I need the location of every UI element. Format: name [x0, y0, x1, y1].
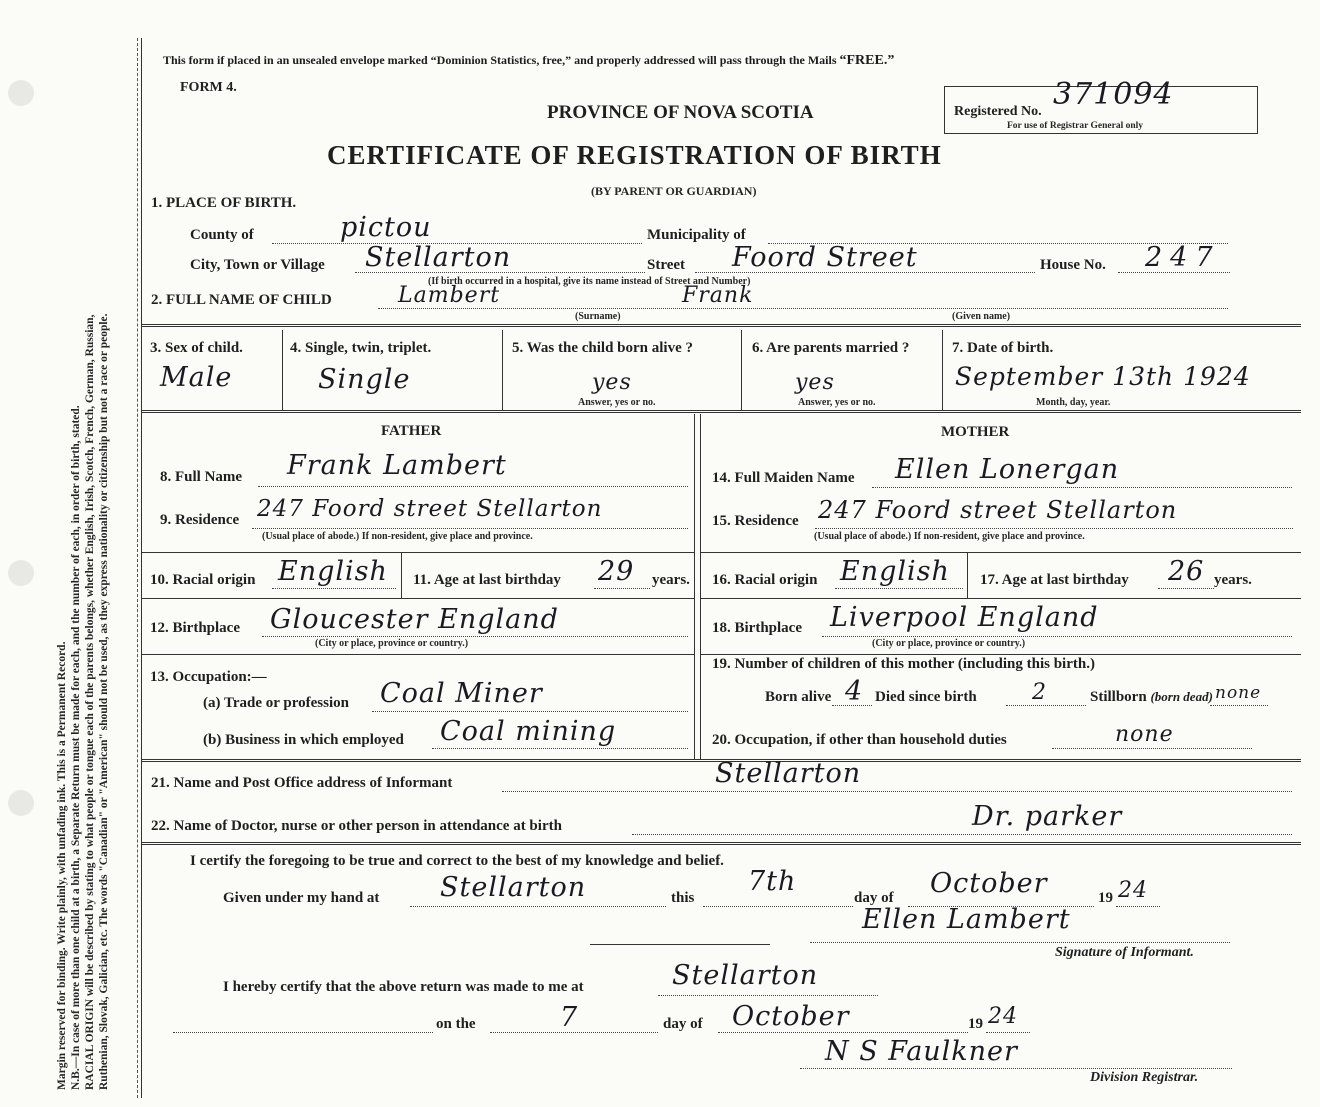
mother-name-value: Ellen Lonergan — [895, 454, 1120, 485]
father-residence-label: 9. Residence — [160, 512, 240, 528]
surname-note: (Surname) — [575, 311, 621, 322]
father-years: years. — [652, 572, 690, 588]
county-value: pictou — [340, 212, 432, 243]
father-name-value: Frank Lambert — [287, 450, 507, 481]
mother-residence-note: (Usual place of abode.) If non-resident, give place and province. — [814, 531, 1085, 542]
on-the-label: on the — [436, 1016, 476, 1032]
month-value: October — [930, 868, 1048, 899]
divider — [502, 330, 503, 410]
sex-value: Male — [160, 362, 233, 393]
divider — [942, 330, 943, 410]
given-place-line — [410, 906, 666, 907]
mother-racial-value: English — [840, 556, 950, 587]
stillborn-line — [1210, 705, 1268, 706]
single-label: 4. Single, twin, triplet. — [290, 340, 432, 356]
father-heading: FATHER — [381, 423, 442, 439]
married-value: yes — [795, 370, 835, 395]
page-subtitle: (BY PARENT OR GUARDIAN) — [591, 184, 757, 198]
child-given: Frank — [682, 283, 754, 308]
margin-line: Ruthenian, Slovak, Galician, etc. The words "Canadian" or "American" should not be used, as they express nationality or citizenship but not a race or people. — [98, 313, 110, 1090]
father-residence-value: 247 Foord street Stellarton — [257, 496, 603, 522]
registrar-note: For use of Registrar General only — [1007, 121, 1144, 131]
registered-box — [944, 77, 1258, 134]
given-place-value: Stellarton — [440, 872, 587, 903]
street-label: Street — [647, 257, 686, 273]
reg-year-prefix: 19 — [968, 1016, 983, 1032]
registrar-label: Division Registrar. — [1090, 1070, 1199, 1085]
registrar-place-value: Stellarton — [672, 960, 819, 991]
father-birthplace-label: 12. Birthplace — [150, 620, 240, 636]
child-surname: Lambert — [398, 283, 501, 308]
registrar-signature-line — [800, 1068, 1232, 1069]
reg-day-value: 7 — [560, 1002, 579, 1033]
province-heading: PROVINCE OF NOVA SCOTIA — [547, 102, 814, 123]
doctor-value: Dr. parker — [972, 801, 1123, 832]
father-birthplace-value: Gloucester England — [270, 604, 559, 635]
given-label: Given under my hand at — [223, 890, 380, 906]
father-occupation-label: 13. Occupation:— — [150, 669, 267, 685]
born-alive-value: 4 — [845, 676, 864, 707]
city-value: Stellarton — [365, 242, 512, 273]
mother-birthplace-value: Liverpool England — [830, 602, 1099, 633]
doctor-label: 22. Name of Doctor, nurse or other person in attendance at birth — [151, 818, 562, 834]
mother-racial-line — [835, 588, 963, 589]
mother-occupation-value: none — [1115, 722, 1174, 747]
mother-children-label: 19. Number of children of this mother (including this birth.) — [712, 656, 1095, 672]
divider — [401, 552, 402, 598]
divider — [282, 330, 283, 410]
alive-label: 5. Was the child born alive ? — [512, 340, 693, 356]
child-name-line — [378, 308, 1228, 309]
divider — [694, 414, 695, 759]
divider — [141, 324, 1301, 327]
certify-statement: I certify the foregoing to be true and correct to the best of my knowledge and belief. — [190, 853, 724, 869]
father-name-line — [258, 486, 688, 487]
divider — [700, 414, 701, 759]
father-name-label: 8. Full Name — [160, 469, 243, 485]
mother-age-line — [1158, 588, 1214, 589]
signature-label: Signature of Informant. — [1055, 945, 1194, 960]
divider — [741, 330, 742, 410]
dob-value: September 13th 1924 — [955, 362, 1251, 391]
mother-occupation-label: 20. Occupation, if other than household duties — [712, 732, 1007, 748]
registered-number: 371094 — [1053, 77, 1174, 112]
father-business-label: (b) Business in which employed — [203, 732, 404, 748]
binding-hole — [8, 790, 34, 816]
married-label: 6. Are parents married ? — [752, 340, 910, 356]
father-age-value: 29 — [598, 556, 635, 587]
died-label: Died since birth — [875, 689, 977, 705]
signature-line — [810, 942, 1230, 943]
county-label: County of — [190, 227, 254, 243]
left-border — [137, 38, 138, 1098]
alive-note: Answer, yes or no. — [578, 397, 656, 408]
doctor-line — [632, 834, 1292, 835]
mother-age-value: 26 — [1168, 556, 1205, 587]
binding-hole — [8, 560, 34, 586]
day-value: 7th — [748, 866, 797, 897]
died-value: 2 — [1032, 680, 1047, 705]
divider — [967, 552, 968, 598]
father-racial-value: English — [278, 556, 388, 587]
divider — [700, 552, 1301, 553]
form-number: FORM 4. — [180, 80, 237, 95]
mother-residence-label: 15. Residence — [712, 513, 799, 529]
mother-residence-value: 247 Foord street Stellarton — [818, 496, 1178, 524]
father-birthplace-note: (City or place, province or country.) — [315, 638, 469, 649]
registrar-statement: I hereby certify that the above return was made to me at — [223, 979, 584, 995]
reg-year-line — [986, 1032, 1030, 1033]
year-prefix: 19 — [1098, 890, 1113, 906]
left-border — [141, 38, 142, 1098]
mother-name-label: 14. Full Maiden Name — [712, 470, 855, 486]
page-title: CERTIFICATE OF REGISTRATION OF BIRTH — [327, 140, 942, 170]
hospital-note: (If birth occurred in a hospital, give its name instead of Street and Number) — [428, 276, 751, 287]
mother-years: years. — [1214, 572, 1252, 588]
father-trade-line — [372, 711, 688, 712]
reg-month-value: October — [732, 1001, 850, 1032]
margin-line: N.B.—In case of more than one child at a birth, a Separate Return must be made for each, and the number of each, in order of birth, stated. — [70, 405, 82, 1090]
informant-label: 21. Name and Post Office address of Informant — [151, 775, 453, 791]
registrar-extra-line — [173, 1032, 433, 1033]
house-label: House No. — [1040, 257, 1106, 273]
father-residence-line — [252, 528, 688, 529]
municipality-label: Municipality of — [647, 227, 746, 243]
father-age-line — [594, 588, 650, 589]
reg-month-line — [718, 1032, 968, 1033]
informant-value: Stellarton — [715, 758, 862, 789]
mother-heading: MOTHER — [941, 424, 1010, 440]
divider — [590, 944, 770, 945]
father-residence-note: (Usual place of abode.) If non-resident, give place and province. — [262, 531, 533, 542]
mother-birthplace-line — [822, 636, 1292, 637]
mother-occupation-line — [1052, 748, 1252, 749]
mother-racial-label: 16. Racial origin — [712, 572, 818, 588]
day-line — [703, 906, 853, 907]
divider — [141, 552, 694, 553]
father-racial-label: 10. Racial origin — [150, 572, 256, 588]
dob-label: 7. Date of birth. — [952, 340, 1054, 356]
this-label: this — [671, 890, 695, 906]
stillborn-label: Stillborn (born dead) — [1090, 689, 1213, 705]
divider — [700, 654, 1301, 655]
divider — [141, 842, 1301, 845]
father-age-label: 11. Age at last birthday — [413, 572, 561, 588]
divider — [141, 654, 694, 655]
divider — [141, 410, 1301, 413]
informant-line — [502, 791, 1292, 792]
married-note: Answer, yes or no. — [798, 397, 876, 408]
father-trade-value: Coal Miner — [380, 678, 543, 709]
reg-day-of-label: day of — [663, 1016, 703, 1032]
born-alive-label: Born alive — [765, 689, 832, 705]
father-racial-line — [272, 588, 396, 589]
registered-label: Registered No. — [954, 104, 1042, 119]
father-business-value: Coal mining — [440, 716, 617, 747]
house-value: 247 — [1145, 242, 1221, 273]
day-of-label: day of — [854, 890, 894, 906]
died-line — [1006, 705, 1086, 706]
reg-year-value: 24 — [988, 1004, 1018, 1029]
registrar-place-line — [658, 995, 878, 996]
year-value: 24 — [1118, 878, 1148, 903]
mother-residence-line — [815, 528, 1293, 529]
father-birthplace-line — [262, 636, 688, 637]
mother-age-label: 17. Age at last birthday — [980, 572, 1129, 588]
father-trade-label: (a) Trade or profession — [203, 695, 349, 711]
child-name-label: 2. FULL NAME OF CHILD — [151, 292, 332, 308]
place-heading: 1. PLACE OF BIRTH. — [151, 195, 297, 211]
father-business-line — [432, 748, 688, 749]
divider — [141, 598, 694, 599]
given-note: (Given name) — [952, 311, 1011, 322]
margin-line: Margin reserved for binding. Write plainly, with unfading ink. This is a Permanent Record. — [56, 641, 68, 1090]
binding-hole — [8, 80, 34, 106]
mail-notice: This form if placed in an unsealed envelope marked “Dominion Statistics, free,” and properly addressed will pass through the Mails “FREE.” — [163, 53, 895, 68]
margin-line: RACIAL ORIGIN will be described by stating to what people or tongue each of the parents belongs, whether English, Irish, Scotch, French, German, Russian, — [84, 314, 96, 1090]
dob-note: Month, day, year. — [1036, 397, 1111, 408]
divider — [700, 598, 1301, 599]
registrar-signature: N S Faulkner — [825, 1036, 1018, 1067]
stillborn-value: none — [1215, 683, 1262, 703]
year-line — [1116, 906, 1160, 907]
mother-birthplace-label: 18. Birthplace — [712, 620, 802, 636]
mother-birthplace-note: (City or place, province or country.) — [872, 638, 1026, 649]
margin-instructions — [55, 30, 111, 1090]
street-value: Foord Street — [732, 242, 918, 273]
single-value: Single — [318, 364, 411, 395]
city-label: City, Town or Village — [190, 257, 325, 273]
informant-signature: Ellen Lambert — [862, 904, 1071, 935]
sex-label: 3. Sex of child. — [150, 340, 243, 356]
mother-name-line — [872, 487, 1292, 488]
alive-value: yes — [592, 370, 632, 395]
